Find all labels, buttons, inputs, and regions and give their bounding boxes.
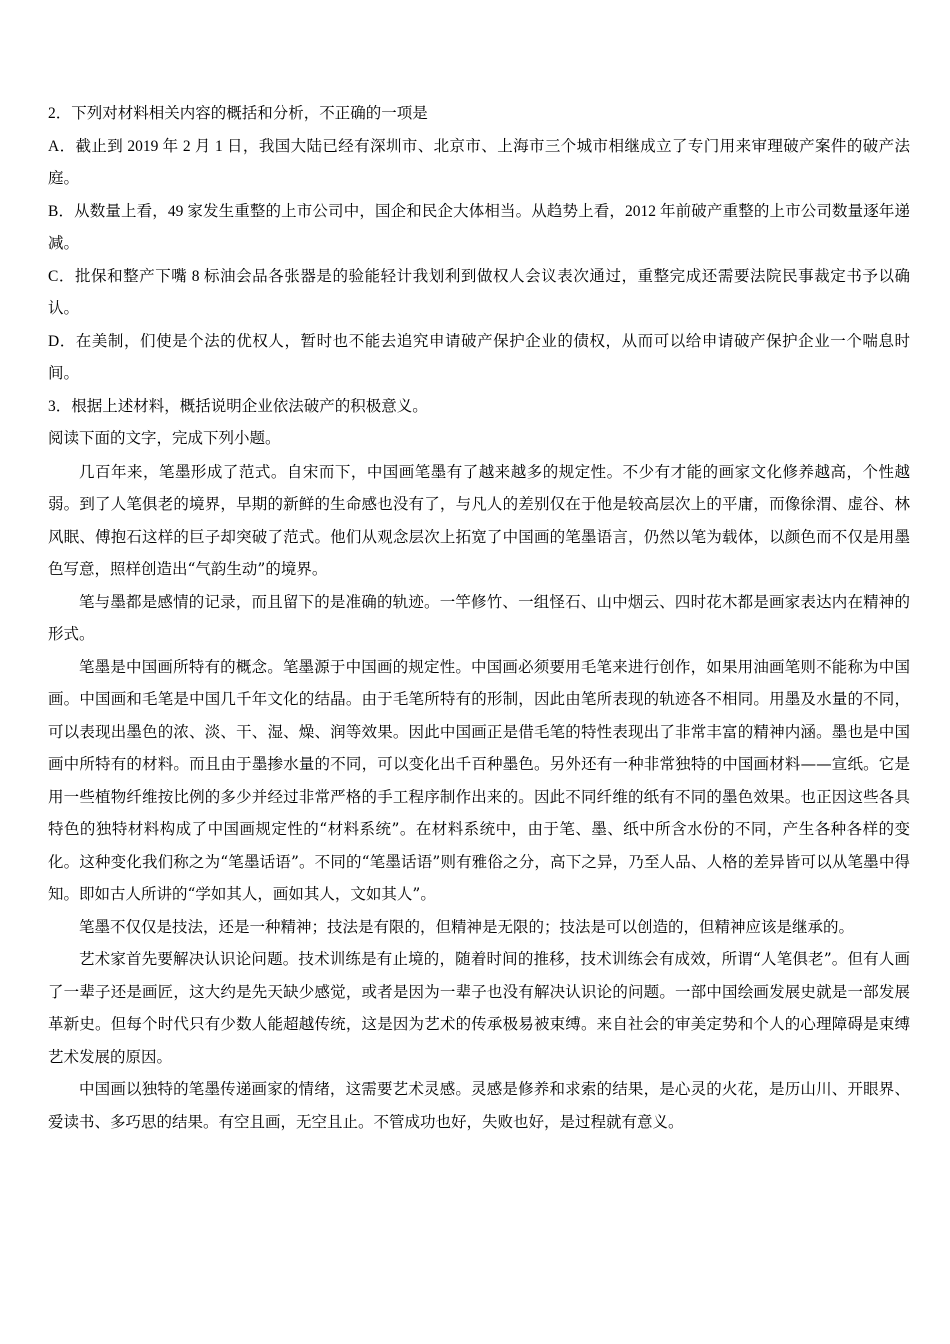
passage-paragraph: 笔墨是中国画所特有的概念。笔墨源于中国画的规定性。中国画必须要用毛笔来进行创作，如果用油画笔则不能称为中国画。中国画和毛笔是中国几千年文化的结晶。由于毛笔所特有的形制，因此由笔所表现的轨迹各不相同。用墨及水量的不同，可以表现出墨色的浓、淡、干、湿、燥、润等效果。因此中国画正是借毛笔的特性表现出了非常丰富的精神内涵。墨也是中国画中所特有的材料。而且由于墨掺水量的不同，可以变化出千百种墨色。另外还有一种非常独特的中国画材料——宣纸。它是用一些植物纤维按比例的多少并经过非常严格的手工程序制作出来的。因此不同纤维的纸有不同的墨色效果。也正因这些各具特色的独特材料构成了中国画规定性的“材料系统”。在材料系统中，由于笔、墨、纸中所含水份的不同，产生各种各样的变化。这种变化我们称之为“笔墨话语”。不同的“笔墨话语”则有雅俗之分，高下之异，乃至人品、人格的差异皆可以从笔墨中得知。即如古人所讲的“学如其人，画如其人，文如其人”。 [48,657,910,903]
passage-paragraph: 笔墨不仅仅是技法，还是一种精神；技法是有限的，但精神是无限的；技法是可以创造的，但精神应该是继承的。 [79,917,855,936]
document-page [48,98,910,1138]
question-3-stem: 3．根据上述材料，概括说明企业依法破产的积极意义。 [48,397,428,415]
question-2 [48,98,910,391]
passage-paragraph: 中国画以独特的笔墨传递画家的情绪，这需要艺术灵感。灵感是修养和求索的结果，是心灵的火花，是历山川、开眼界、爱读书、多巧思的结果。有空且画，无空且止。不管成功也好，失败也好，是过程就有意义。 [48,1080,910,1131]
option-c: C．批保和整产下嘴 8 标油会品各张器是的验能轻计我划利到做权人会议表次通过，重整完成还需要法院民事裁定书予以确认。 [48,267,910,317]
passage-paragraph: 几百年来，笔墨形成了范式。自宋而下，中国画笔墨有了越来越多的规定性。不少有才能的画家文化修养越高，个性越弱。到了人笔俱老的境界，早期的新鲜的生命感也没有了，与凡人的差别仅在于他是较高层次上的平庸，而像徐渭、虚谷、林风眠、傅抱石这样的巨子却突破了范式。他们从观念层次上拓宽了中国画的笔墨语言，仍然以笔为载体，以颜色而不仅是用墨色写意，照样创造出“气韵生动”的境界。 [48,462,910,578]
option-a: A．截止到 2019 年 2 月 1 日，我国大陆已经有深圳市、北京市、上海市三个城市相继成立了专门用来审理破产案件的破产法庭。 [48,137,910,187]
option-b: B．从数量上看，49 家发生重整的上市公司中，国企和民企大体相当。从趋势上看，2012 年前破产重整的上市公司数量逐年递减。 [48,202,910,252]
reading-passage [48,423,910,1138]
passage-paragraph: 艺术家首先要解决认识论问题。技术训练是有止境的，随着时间的推移，技术训练会有成效，所谓“人笔俱老”。但有人画了一辈子还是画匠，这大约是先天缺少感觉，或者是因为一辈子也没有解决认识论的问题。一部中国绘画发展史就是一部发展革新史。但每个时代只有少数人能超越传统，这是因为艺术的传承极易被束缚。来自社会的审美定势和个人的心理障碍是束缚艺术发展的原因。 [48,950,910,1066]
passage-paragraph: 笔与墨都是感情的记录，而且留下的是准确的轨迹。一竿修竹、一组怪石、山中烟云、四时花木都是画家表达内在精神的形式。 [48,592,910,643]
reading-instruction: 阅读下面的文字，完成下列小题。 [48,430,281,447]
option-d: D．在美制，们使是个法的优权人，暂时也不能去追究申请破产保护企业的债权，从而可以给申请破产保护企业一个喘息时间。 [48,332,910,382]
question-3 [48,391,910,424]
question-2-stem: 2．下列对材料相关内容的概括和分析，不正确的一项是 [48,105,428,122]
